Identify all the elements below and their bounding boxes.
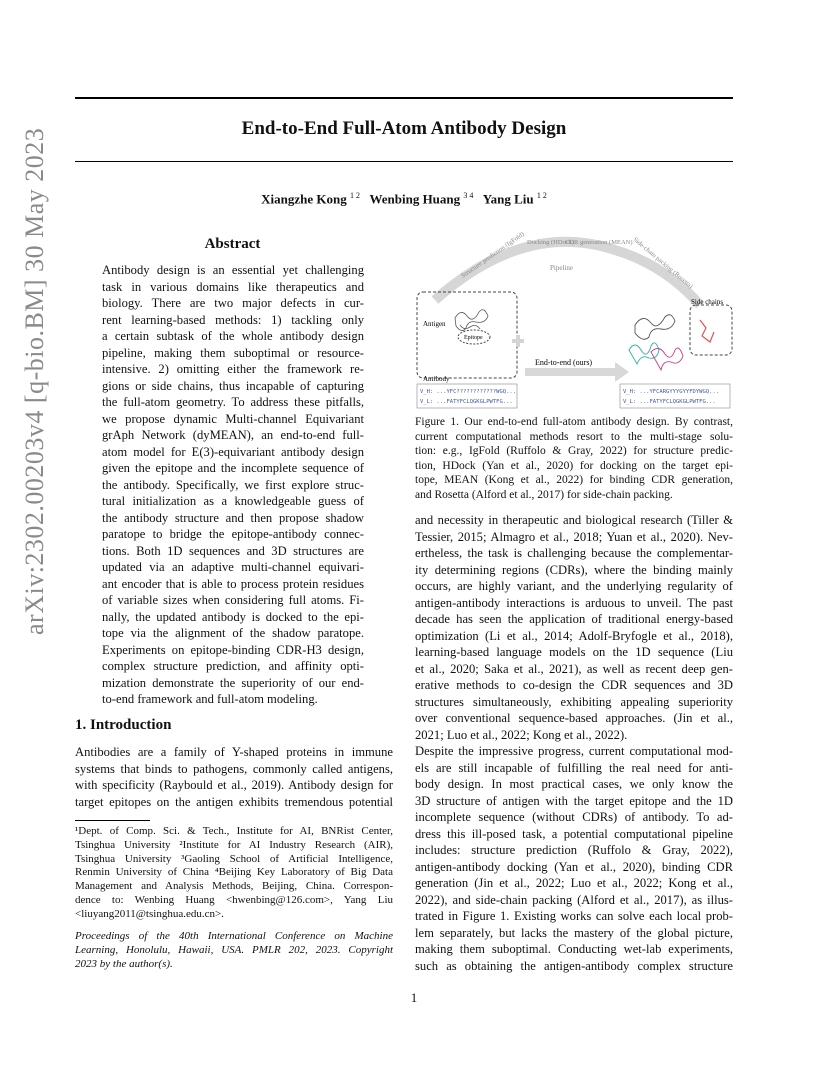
- page-number: 1: [410, 990, 418, 1005]
- body-line: trated in Figure 1. Existing works can solve each local prob-: [415, 909, 733, 923]
- antibody-label: Antibody: [423, 375, 450, 383]
- footnote-line: Renmin University of China ⁴Beijing Key Laboratory of Big Data: [75, 866, 393, 879]
- body-line: body design. In most practical cases, we only know the: [415, 777, 733, 791]
- footnote-line: dence to: Wenbing Huang <hwenbing@126.com>, Yang Liu: [75, 893, 393, 906]
- figure-1-caption: [415, 415, 733, 502]
- side-chain-icon: [700, 320, 714, 342]
- end-to-end-arrowhead: [615, 362, 629, 382]
- epitope-label: Epitope: [464, 335, 483, 341]
- output-vl-sequence: V_L: ...FATYFCLQGKGLPWTFG...: [623, 399, 716, 405]
- abstract-line: we propose dynamic Multi-channel Equivariant: [102, 411, 364, 426]
- proceedings-note: [75, 930, 393, 971]
- paper-title: End-to-End Full-Atom Antibody Design: [241, 118, 567, 139]
- abstract-line: gions or side chains, thus incapable of capturing: [102, 378, 364, 393]
- complex-structure-icon: [629, 315, 683, 370]
- right-column-para-2: [415, 743, 733, 974]
- pipeline-arc: [435, 242, 700, 305]
- abstract-line: tions. Both 1D sequences and 3D structures are: [102, 543, 364, 558]
- author-affil: 1 2: [349, 191, 360, 200]
- abstract-line: the antibody. Specifically, we first explore struc-: [102, 477, 364, 492]
- caption-line: tion, HDock (Yan et al., 2020) for docking on the target epi-: [415, 459, 733, 472]
- arxiv-stamp: arXiv:2302.00203v4 [q-bio.BM] 30 May 2023: [20, 127, 49, 635]
- step-side-chain-packing: Side-chain packing (Rosetta): [631, 236, 695, 291]
- body-line: includes: structure prediction (Ruffolo & Gray, 2022),: [415, 843, 733, 857]
- end-to-end-label: End-to-end (ours): [535, 358, 593, 367]
- abstract-line: Antibody design is an essential yet challenging: [102, 263, 364, 277]
- body-line: Despite the impressive progress, current computational mod-: [415, 744, 733, 758]
- body-line: ertheless, the task is challenging because the complementar-: [415, 546, 733, 560]
- abstract-line: biology. There are two major defects in cur-: [102, 296, 364, 310]
- step-structure-prediction: Structure prediction (IgFold): [460, 230, 526, 280]
- abstract-line: task in various domains like therapeutics and: [102, 279, 364, 294]
- body-line: such as obtaining the antigen-antibody complex structure: [415, 958, 733, 973]
- abstract-line: intensive. 2) omitting either the framework re-: [102, 362, 364, 376]
- body-line: optimization (Li et al., 2014; Adolf-Bryfogle et al., 2018),: [415, 628, 733, 643]
- body-line: incomplete sequence (without CDRs) of antibody. To ad-: [415, 810, 733, 824]
- caption-line: and Rosetta (Alford et al., 2017) for side-chain packing.: [415, 488, 673, 501]
- abstract-line: pipeline, making them suboptimal or resource-: [102, 345, 364, 360]
- footnote-line: Tsinghua University ³Gaoling School of Artificial Intelligence,: [75, 852, 393, 865]
- body-line: generation (Jin et al., 2022; Luo et al., 2022; Kong et al.,: [415, 876, 733, 890]
- pipeline-label: Pipeline: [550, 264, 573, 272]
- right-column-para-1: [415, 512, 733, 743]
- affiliations-footnote: [75, 825, 393, 922]
- side-chain-inset: [690, 305, 732, 355]
- intro-heading: 1. Introduction: [75, 717, 172, 733]
- footnote-line: <liuyang2011@tsinghua.edu.cn>.: [75, 907, 224, 920]
- body-line: 2021; Luo et al., 2022; Kong et al., 2022).: [415, 727, 628, 742]
- body-line: antigen-antibody interactions is arduous to unveil. The past: [415, 595, 733, 610]
- body-line: et al., 2020; Saka et al., 2021), as well as recent deep gen-: [415, 661, 733, 676]
- abstract-line: given the epitope and the incomplete sequence of: [102, 461, 364, 475]
- abstract-line: ant encoder that is able to process protein residues: [102, 576, 364, 591]
- abstract-line: a certain subtask of the whole antibody design: [102, 329, 364, 343]
- body-line: making them suboptimal. Conducting wet-lab experiments,: [415, 942, 733, 956]
- caption-line: tope, MEAN (Kong et al., 2022) for binding CDR generation,: [415, 474, 733, 486]
- body-line: 2022), and side-chain packing (Alford et al., 2017), as illus-: [415, 892, 733, 907]
- side-chains-label: Side chains: [691, 298, 724, 306]
- input-vl-sequence: V_L: ...FATYFCLQGKGLPWTFG...: [420, 399, 513, 405]
- title-bottom-rule: [75, 161, 733, 162]
- abstract-line: of variable sizes when considering full atoms. Fi-: [102, 593, 364, 607]
- abstract-line: nally, the updated antibody is docked to the epi-: [102, 609, 364, 624]
- abstract-line: tope via the alignment of the shadow paratope.: [102, 626, 364, 640]
- antigen-structure-icon: [455, 310, 488, 331]
- proceedings-line: Learning, Honolulu, Hawaii, USA. PMLR 202, 2023. Copyright: [75, 943, 393, 956]
- body-line: els are still incapable of fulfilling the real need for anti-: [415, 760, 733, 775]
- author-list: [75, 191, 733, 207]
- abstract-line: Experiments on epitope-binding CDR-H3 design,: [102, 642, 364, 657]
- caption-line: current computational methods resort to the multi-stage solu-: [415, 430, 733, 443]
- intro-line: target epitopes on the antigen exhibits tremendous potential: [75, 794, 393, 809]
- abstract-line: the antibody structure and then propose shadow: [102, 510, 364, 525]
- output-vh-sequence: V_H: ...YFCARGYYYGYYFDYWGQ...: [623, 389, 720, 395]
- author-affil: 1 2: [536, 191, 547, 200]
- abstract-line: rent learning-based methods: 1) tackling only: [102, 312, 364, 327]
- body-line: erative methods to co-design the CDR sequences and 3D: [415, 678, 733, 692]
- author-name: Yang Liu: [482, 191, 534, 207]
- antigen-label: Antigen: [423, 320, 446, 328]
- caption-line: Figure 1. Our end-to-end full-atom antibody design. By contrast,: [415, 416, 733, 428]
- body-line: structures simultaneously, exhibiting appealing superiority: [415, 694, 733, 709]
- abstract-line: atom model for E(3)-equivariant antibody design: [102, 444, 364, 459]
- abstract-line: the full-atom geometry. To address these pitfalls,: [102, 395, 364, 409]
- footnote-line: Management and Analysis Methods, Beijing, China. Correspon-: [75, 880, 393, 893]
- author-name: Xiangzhe Kong: [261, 191, 347, 207]
- body-line: 3D structure of antigen with the target epitope and the 1D: [415, 793, 733, 808]
- intro-line: Antibodies are a family of Y-shaped proteins in immune: [75, 745, 393, 759]
- abstract-line: updated via an adaptive multi-channel equivari-: [102, 560, 364, 574]
- footnote-rule: [75, 820, 150, 821]
- body-line: decade has seen the application of traditional energy-based: [415, 612, 733, 626]
- body-line: learning-based language models on the 1D sequence (Liu: [415, 645, 733, 659]
- footnote-line: Tsinghua University ²Institute for AI Industry Research (AIR),: [75, 838, 393, 851]
- body-line: dress this ill-posed task, a potential computational pipeline: [415, 826, 733, 841]
- intro-line: with specificity (Raybould et al., 2019). Antibody design for: [75, 778, 393, 792]
- abstract-heading: Abstract: [204, 236, 261, 252]
- step-cdr-generation: CDR generation (MEAN): [565, 239, 633, 246]
- author-name: Wenbing Huang: [369, 191, 461, 207]
- abstract-line: complex structure prediction, and affinity opti-: [102, 659, 364, 673]
- step-docking: Docking (HDock): [527, 239, 575, 246]
- author-affil: 3 4: [463, 191, 474, 200]
- title-top-rule: [75, 97, 733, 99]
- proceedings-line: Proceedings of the 40th International Conference on Machine: [75, 930, 393, 942]
- abstract-line: tural initialization as a knowledgeable guess of: [102, 494, 364, 508]
- body-line: and necessity in therapeutic and biological research (Tiller &: [415, 513, 733, 527]
- body-line: occurs, are highly variant, and the underlying regularity of: [415, 579, 733, 593]
- abstract-line: grAph Network (dyMEAN), an end-to-end full-: [102, 428, 364, 442]
- figure-1-graphic: [415, 230, 735, 410]
- intro-body: [75, 744, 393, 810]
- abstract-line: to-end framework and full-atom modeling.: [102, 692, 318, 706]
- body-line: lem separately, but lacks the mastery of the global picture,: [415, 925, 733, 940]
- intro-line: systems that binds to pathogens, commonly called antigens,: [75, 761, 393, 776]
- abstract-line: mization demonstrate the superiority of our end-: [102, 675, 364, 690]
- body-line: antigen-antibody docking (Yan et al., 2020), binding CDR: [415, 859, 733, 874]
- body-line: over conventional sequence-based approaches. (Jin et al.,: [415, 711, 733, 725]
- body-line: Tessier, 2015; Almagro et al., 2018; Yuan et al., 2020). Nev-: [415, 529, 733, 544]
- input-vh-sequence: V_H: ...YFC????????????WGQ...: [420, 389, 517, 395]
- caption-line: tion: e.g., IgFold (Ruffolo & Gray, 2022) for structure predic-: [415, 445, 733, 457]
- end-to-end-arrow-shaft: [525, 368, 615, 376]
- proceedings-line: 2023 by the author(s).: [75, 957, 173, 970]
- plus-icon: [512, 335, 524, 347]
- figure-1: [415, 230, 735, 410]
- body-line: ity determining regions (CDRs), where the binding mainly: [415, 562, 733, 577]
- abstract-line: paratope to bridge the epitope-antibody connec-: [102, 527, 364, 541]
- abstract-body: [102, 262, 364, 708]
- footnote-line: ¹Dept. of Comp. Sci. & Tech., Institute for AI, BNRist Center,: [75, 825, 393, 837]
